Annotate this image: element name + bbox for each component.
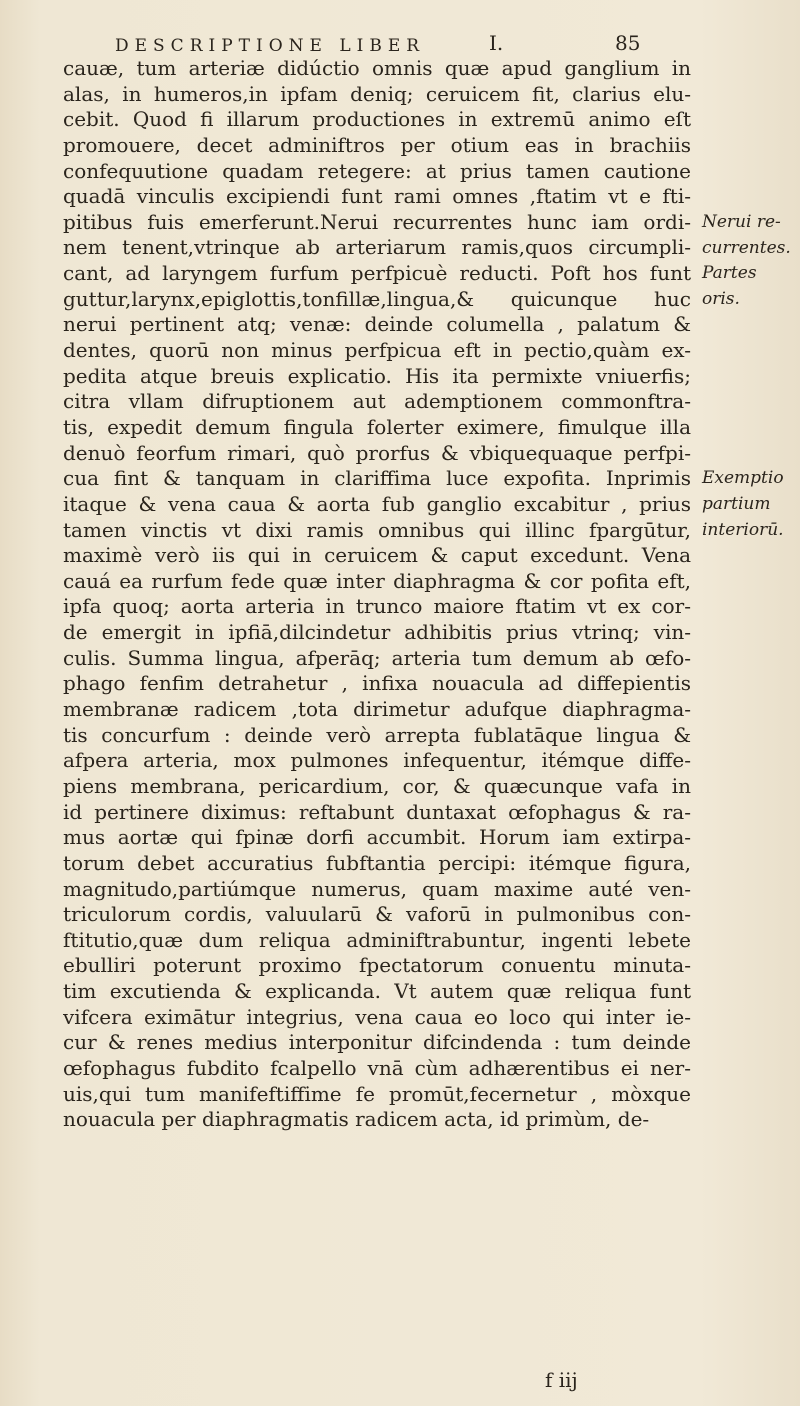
text-line: membranæ radicem ,tota dirimetur adufque diaphragma-: [63, 697, 691, 722]
text-line: tis concurfum : deinde verò arrepta fublatāque lingua &: [63, 722, 691, 747]
text-line: guttur,larynx,epiglottis,tonfillæ,lingua,& quicunque huc: [63, 286, 691, 311]
text-line: cauæ, tum arteriæ didúctio omnis quæ apud ganglium in: [63, 56, 691, 80]
text-line: dentes, quorū non minus perfpicua eft in pectio,quàm ex-: [63, 338, 691, 363]
text-line: citra vllam difruptionem aut ademptionem commonftra-: [63, 389, 691, 414]
text-line: pitibus fuis emerferunt.Nerui recurrentes hunc iam ordi-: [63, 209, 691, 234]
text-line: culis. Summa lingua, afperāq; arteria tum demum ab œfo-: [63, 645, 691, 670]
marginal-note: partium: [702, 494, 771, 515]
marginal-note: Nerui re-: [702, 211, 781, 232]
text-line: denuò feorfum rimari, quò prorfus & vbiquequaque perfpi-: [63, 440, 691, 465]
text-line: cant, ad laryngem furfum perfpicuè reducti. Poft hos funt: [63, 261, 691, 286]
text-line: torum debet accuratius fubftantia percipi: itémque figura,: [63, 850, 691, 875]
text-line: nouacula per diaphragmatis radicem acta, id primùm, de-: [63, 1107, 650, 1132]
signature-mark: f iij: [545, 1368, 578, 1392]
text-line: vifcera eximātur integrius, vena caua eo loco qui inter ie-: [63, 1004, 691, 1029]
text-line: mus aortæ qui fpinæ dorfi accumbit. Horum iam extirpa-: [63, 825, 691, 850]
marginal-note: interiorū.: [702, 519, 784, 540]
text-line: promouere, decet adminiftros per otium eas in brachiis: [63, 132, 691, 157]
text-line: tim excutienda & explicanda. Vt autem quæ reliqua funt: [63, 979, 691, 1004]
text-line: nem tenent,vtrinque ab arteriarum ramis,quos circumpli-: [63, 235, 691, 260]
text-line: uis,qui tum manifeftiffime fe promūt,fecernetur , mòxque: [63, 1081, 691, 1106]
text-line: cua fint & tanquam in clariffima luce expofita. Inprimis: [63, 466, 691, 491]
text-line: tis, expedit demum fingula folerter eximere, fimulque illa: [63, 414, 691, 439]
text-line: de emergit in ipfiā,dilcindetur adhibitis prius vtrinq; vin-: [63, 620, 691, 645]
running-title: DESCRIPTIONE LIBER: [115, 36, 426, 56]
marginal-note: currentes.: [702, 237, 791, 258]
chapter-number: I.: [489, 31, 504, 55]
text-line: confequutione quadam retegere: at prius tamen cautione: [63, 158, 691, 183]
text-line: ftitutio,quæ dum reliqua adminiftrabuntur, ingenti lebete: [63, 927, 691, 952]
text-line: ebulliri poterunt proximo fpectatorum conuentu minuta-: [63, 953, 691, 978]
marginal-note: Partes: [702, 263, 757, 284]
text-line: id pertinere diximus: reftabunt duntaxat œfophagus & ra-: [63, 799, 691, 824]
text-line: quadā vinculis excipiendi funt rami omnes ,ftatim vt e fti-: [63, 184, 691, 209]
text-line: afpera arteria, mox pulmones infequentur, itémque diffe-: [63, 748, 691, 773]
text-line: œfophagus fubdito fcalpello vnā cùm adhærentibus ei ner-: [63, 1055, 691, 1080]
text-line: itaque & vena caua & aorta fub ganglio excabitur , prius: [63, 491, 691, 516]
text-line: nerui pertinent atq; venæ: deinde columella , palatum &: [63, 312, 691, 337]
text-line: cebit. Quod fi illarum productiones in extremū animo eſt: [63, 107, 691, 132]
text-line: ipfa quoq; aorta arteria in trunco maiore ftatim vt ex cor-: [63, 594, 691, 619]
text-line: phago fenfim detrahetur , infixa nouacula ad diffepientis: [63, 671, 691, 696]
text-line: magnitudo,partiúmque numerus, quam maxime auté ven-: [63, 876, 691, 901]
body-text: [63, 56, 691, 1133]
text-line: cur & renes medius interponitur difcindenda : tum deinde: [63, 1030, 691, 1055]
text-line: triculorum cordis, valuularū & vaforū in pulmonibus con-: [63, 902, 691, 927]
text-line: cauá ea rurfum fede quæ inter diaphragma & cor pofita eft,: [63, 568, 691, 593]
text-line: alas, in humeros,in ipfam deniq; ceruicem fit, clarius elu-: [63, 81, 691, 106]
text-line: tamen vinctis vt dixi ramis omnibus qui illinc fpargūtur,: [63, 517, 691, 542]
page-number: 85: [615, 31, 641, 55]
text-line: maximè verò iis qui in ceruicem & caput excedunt. Vena: [63, 543, 691, 568]
marginal-note: Exemptio: [702, 468, 784, 489]
marginal-note: oris.: [702, 288, 740, 309]
text-line: piens membrana, pericardium, cor, & quæcunque vafa in: [63, 773, 691, 798]
text-line: pedita atque breuis explicatio. His ita permixte vniuerfis;: [63, 363, 691, 388]
